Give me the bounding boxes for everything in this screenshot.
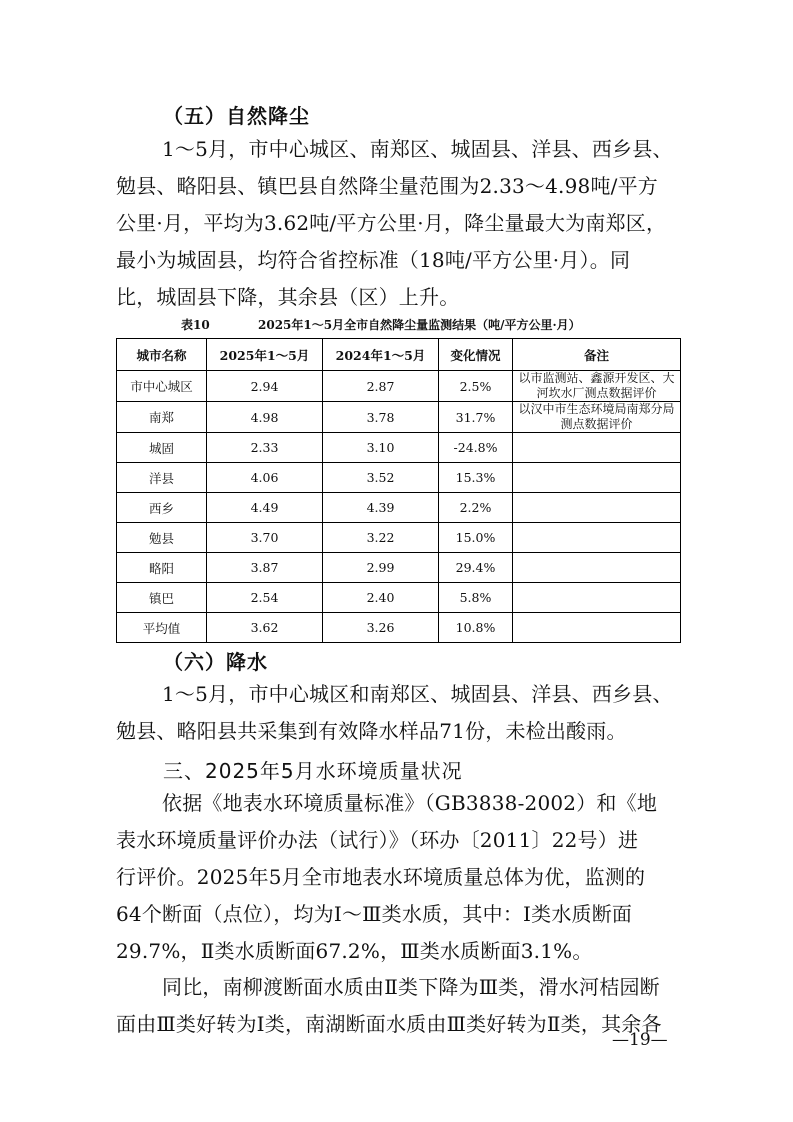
cell-change: 31.7% <box>439 402 513 433</box>
cell-city: 略阳 <box>117 553 207 583</box>
cell-2025: 2.94 <box>207 371 323 402</box>
header-city: 城市名称 <box>117 339 207 371</box>
dustfall-table <box>116 338 681 643</box>
cell-city: 洋县 <box>117 463 207 493</box>
cell-2025: 2.33 <box>207 433 323 463</box>
cell-note <box>513 493 681 523</box>
cell-change: 15.3% <box>439 463 513 493</box>
header-2025: 2025年1～5月 <box>207 339 323 371</box>
cell-note: 以汉中市生态环境局南郑分局测点数据评价 <box>513 402 681 433</box>
cell-city: 市中心城区 <box>117 371 207 402</box>
paragraph-precipitation <box>116 676 684 750</box>
cell-2025: 3.62 <box>207 613 323 643</box>
section-heading-natural-dustfall: （五）自然降尘 <box>163 104 310 128</box>
paragraph-line: 公里·月，平均为3.62吨/平方公里·月，降尘量最大为南郑区， <box>116 211 667 235</box>
cell-city: 勉县 <box>117 523 207 553</box>
table-row <box>117 402 681 433</box>
table-row <box>117 433 681 463</box>
paragraph-line: 最小为城固县，均符合省控标准（18吨/平方公里·月）。同 <box>116 248 631 272</box>
table-row <box>117 493 681 523</box>
cell-note: 以市监测站、鑫源开发区、大河坎水厂测点数据评价 <box>513 371 681 402</box>
header-2024: 2024年1～5月 <box>323 339 439 371</box>
table-row <box>117 463 681 493</box>
table-row <box>117 371 681 402</box>
cell-city: 南郑 <box>117 402 207 433</box>
paragraph-line: 比，城固县下降，其余县（区）上升。 <box>116 285 460 309</box>
section-heading-precipitation: （六）降水 <box>163 650 268 674</box>
paragraph-line: 64个断面（点位），均为Ⅰ～Ⅲ类水质，其中：Ⅰ类水质断面 <box>116 902 633 926</box>
cell-note <box>513 463 681 493</box>
table-row <box>117 613 681 643</box>
cell-note <box>513 583 681 613</box>
cell-city: 城固 <box>117 433 207 463</box>
cell-note <box>513 433 681 463</box>
cell-2024: 3.78 <box>323 402 439 433</box>
paragraph-line: 勉县、略阳县共采集到有效降水样品71份，未检出酸雨。 <box>116 719 627 743</box>
cell-2025: 4.98 <box>207 402 323 433</box>
cell-2024: 4.39 <box>323 493 439 523</box>
cell-2025: 2.54 <box>207 583 323 613</box>
paragraph-water-quality-1 <box>116 785 684 970</box>
paragraph-line: 行评价。2025年5月全市地表水环境质量总体为优，监测的 <box>116 865 646 889</box>
cell-2025: 3.87 <box>207 553 323 583</box>
cell-2024: 2.40 <box>323 583 439 613</box>
paragraph-line: 29.7%，Ⅱ类水质断面67.2%，Ⅲ类水质断面3.1%。 <box>116 939 593 963</box>
table-row <box>117 553 681 583</box>
cell-2024: 3.22 <box>323 523 439 553</box>
cell-2025: 3.70 <box>207 523 323 553</box>
cell-change: 29.4% <box>439 553 513 583</box>
table-row <box>117 583 681 613</box>
table-label: 表10 <box>181 318 210 332</box>
paragraph-dustfall <box>116 131 684 316</box>
table-row <box>117 523 681 553</box>
cell-2025: 4.49 <box>207 493 323 523</box>
cell-city: 镇巴 <box>117 583 207 613</box>
cell-note <box>513 523 681 553</box>
paragraph-line: 1～5月，市中心城区、南郑区、城固县、洋县、西乡县、 <box>162 137 673 161</box>
cell-city: 平均值 <box>117 613 207 643</box>
cell-change: -24.8% <box>439 433 513 463</box>
paragraph-water-quality-2 <box>116 969 684 1043</box>
cell-change: 10.8% <box>439 613 513 643</box>
cell-change: 15.0% <box>439 523 513 553</box>
table-title: 2025年1～5月全市自然降尘量监测结果（吨/平方公里·月） <box>258 318 581 332</box>
page-number: —19— <box>612 1030 668 1050</box>
cell-change: 2.2% <box>439 493 513 523</box>
section-heading-water-quality: 三、2025年5月水环境质量状况 <box>163 759 463 783</box>
cell-2024: 3.10 <box>323 433 439 463</box>
paragraph-line: 依据《地表水环境质量标准》（GB3838-2002）和《地 <box>162 791 658 815</box>
cell-change: 5.8% <box>439 583 513 613</box>
paragraph-line: 1～5月，市中心城区和南郑区、城固县、洋县、西乡县、 <box>162 682 673 706</box>
cell-note <box>513 613 681 643</box>
cell-2024: 2.87 <box>323 371 439 402</box>
header-change: 变化情况 <box>439 339 513 371</box>
table-caption <box>116 316 684 338</box>
paragraph-line: 勉县、略阳县、镇巴县自然降尘量范围为2.33～4.98吨/平方 <box>116 174 659 198</box>
cell-2025: 4.06 <box>207 463 323 493</box>
cell-note <box>513 553 681 583</box>
cell-2024: 3.26 <box>323 613 439 643</box>
cell-2024: 3.52 <box>323 463 439 493</box>
paragraph-line: 面由Ⅲ类好转为Ⅰ类，南湖断面水质由Ⅲ类好转为Ⅱ类，其余各 <box>116 1012 662 1036</box>
cell-2024: 2.99 <box>323 553 439 583</box>
cell-city: 西乡 <box>117 493 207 523</box>
header-note: 备注 <box>513 339 681 371</box>
paragraph-line: 同比，南柳渡断面水质由Ⅱ类下降为Ⅲ类，滑水河桔园断 <box>162 975 660 999</box>
paragraph-line: 表水环境质量评价办法（试行）》（环办〔2011〕22号）进 <box>116 828 639 852</box>
table-header-row <box>117 339 681 371</box>
cell-change: 2.5% <box>439 371 513 402</box>
